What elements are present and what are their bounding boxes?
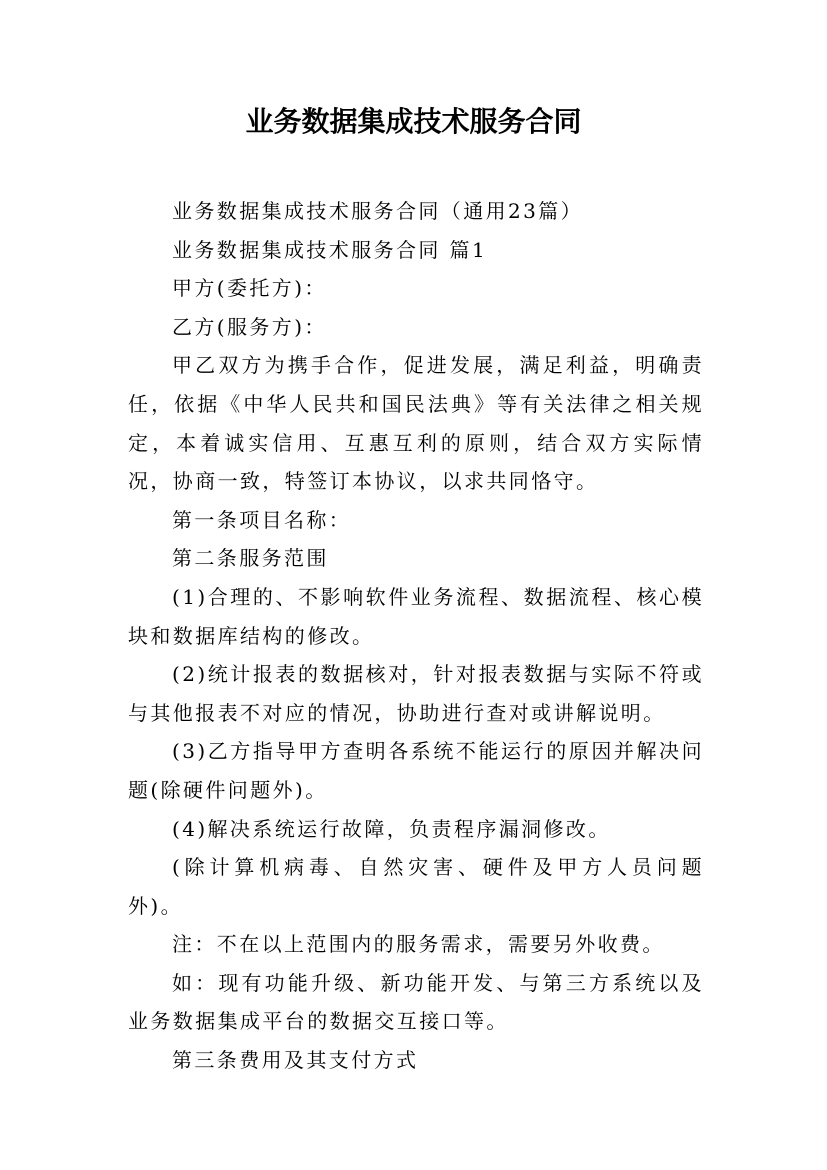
document-body [128,192,704,1080]
section-heading: 业务数据集成技术服务合同 篇1 [172,237,488,262]
party-a-line: 甲方(委托方)： [172,276,327,301]
article-1-heading: 第一条项目名称： [172,507,352,532]
article-2-heading: 第二条服务范围 [172,546,329,571]
document-subtitle: 业务数据集成技术服务合同（通用23篇） [172,199,584,223]
scope-item-1: (1)合理的、不影响软件业务流程、数据流程、核心模块和数据库结构的修改。 [128,584,704,648]
scope-exclusion: (除计算机病毒、自然灾害、硬件及甲方人员问题外)。 [128,855,704,918]
scope-item-2: (2)统计报表的数据核对，针对报表数据与实际不符或与其他报表不对应的情况，协助进行查对或讲解说明。 [128,662,704,725]
party-b-line: 乙方(服务方)： [172,314,327,339]
scope-item-3: (3)乙方指导甲方查明各系统不能运行的原因并解决问题(除硬件问题外)。 [128,739,704,802]
scope-item-4: (4)解决系统运行故障，负责程序漏洞修改。 [172,816,611,841]
example-paragraph: 如：现有功能升级、新功能开发、与第三方系统以及业务数据集成平台的数据交互接口等。 [128,970,704,1034]
document-title: 业务数据集成技术服务合同 [245,105,582,138]
note-paragraph: 注：不在以上范围内的服务需求，需要另外收费。 [172,932,665,957]
article-3-heading: 第三条费用及其支付方式 [172,1048,419,1073]
preamble-paragraph: 甲乙双方为携手合作，促进发展，满足利益，明确责任，依据《中华人民共和国民法典》等有关法律之相关规定，本着诚实信用、互惠互利的原则，结合双方实际情况，协商一致，特签订本协议，以求共同恪守。 [128,353,704,494]
